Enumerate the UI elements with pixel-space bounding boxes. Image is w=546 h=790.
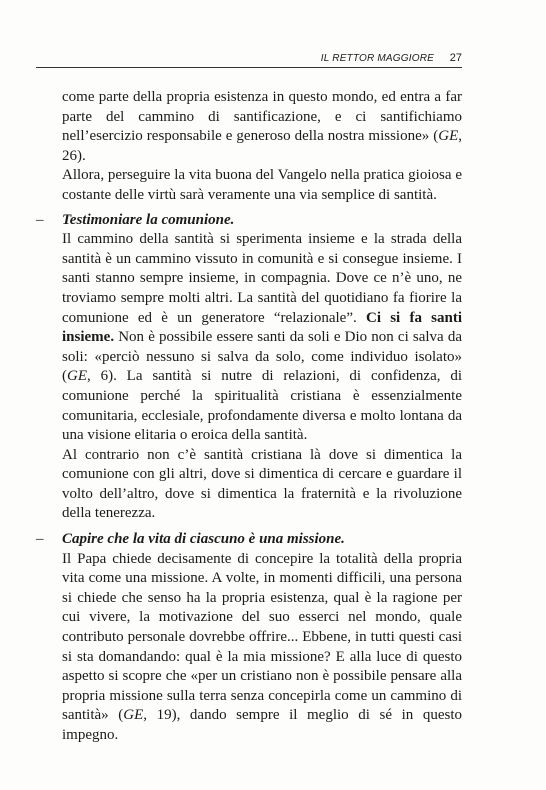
section-title: Testimoniare la comunione. xyxy=(62,211,235,228)
section-paragraph-2: Al contrario non c’è santità cristiana là dove si dimentica la comunione con gli altri, dove si dimentica di cercare e guardare il volto dell’altro, dove si dimentica la fraternità e la rivoluzione della tenerezza. xyxy=(62,446,462,522)
running-header xyxy=(36,52,462,66)
header-rule xyxy=(36,67,462,68)
page-body xyxy=(36,88,463,746)
citation: GE xyxy=(123,707,144,724)
section-paragraph-1: Il Papa chiede decisamente di concepire la totalità della propria vita come una missione. A volte, in momenti difficili, una persona si chiede che senso ha la propria esistenza, qual è la ragione per cui vivere, la motivazione del suo esserci nel mondo, quale contributo personale dovrebbe offrire... Ebbene, in tutti questi casi si sta domandando: qual è la mia missione? E alla luce di questo aspetto si scopre che «per un cristiano non è possibile pensare alla propria missione sulla terra senza concepirla come un cammino di santità» (GE, 19), dando sempre il meglio di sé in questo impegno. xyxy=(62,550,462,743)
intro-paragraph-1: come parte della propria esistenza in questo mondo, ed entra a far parte del cammino di santificazione, e ci santifichiamo nell’esercizio responsabile e generoso della nostra missione» (GE, 26). xyxy=(62,89,462,164)
citation: GE xyxy=(438,128,459,145)
list-dash: – xyxy=(36,531,44,548)
page-number: 27 xyxy=(449,52,462,64)
intro-paragraph-2: Allora, perseguire la vita buona del Vangelo nella pratica gioiosa e costante delle virtù sarà veramente una via semplice di santità. xyxy=(62,167,462,203)
section-paragraph-1: Il cammino della santità si sperimenta insieme e la strada della santità è un cammino vissuto in comunità e si consegue insieme. I santi stanno sempre insieme, in compagnia. Dove ce n’è uno, ne troviamo sempre molti altri. La santità del quotidiano fa fiorire la comunione ed è un generatore “relazionale”. Ci si fa santi insieme. Non è possibile essere santi da soli e Dio non ci salva da soli: «perciò nessuno si salva da solo, come individuo isolato» (GE, 6). La santità si nutre di relazioni, di confidenza, di comunione perché la spiritualità cristiana è essenzialmente comunitaria, ecclesiale, profondamente diversa e molto lontana da una visione elitaria o eroica della santità. xyxy=(62,231,463,444)
running-title: IL RETTOR MAGGIORE xyxy=(320,53,434,64)
section-missione xyxy=(36,530,462,746)
section-testimoniare xyxy=(36,211,463,525)
list-dash: – xyxy=(36,211,44,228)
bold-phrase: Ci si fa santi insieme. xyxy=(62,309,463,346)
citation: GE xyxy=(67,368,87,385)
section-title: Capire che la vita di ciascuno è una missione. xyxy=(62,531,345,548)
